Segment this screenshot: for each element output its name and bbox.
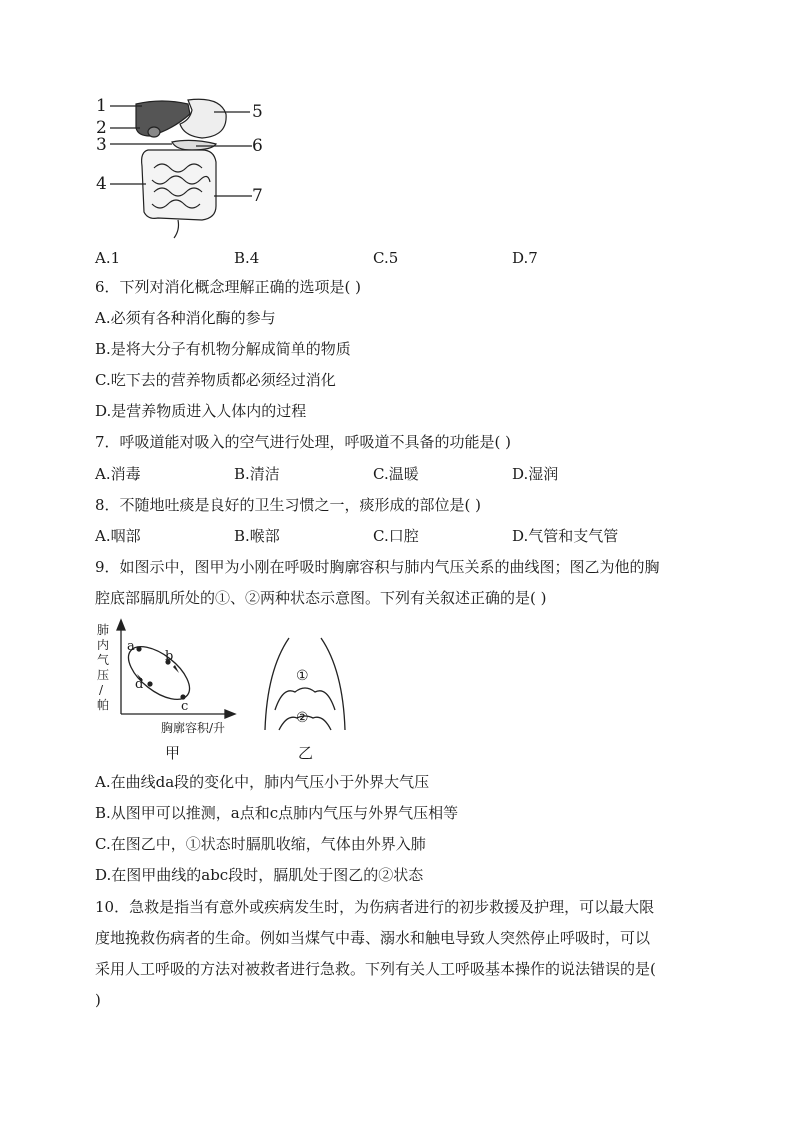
ylabel-char-6: 帕 [97, 698, 110, 712]
figure-yi-diaphragm [255, 630, 355, 765]
q6-stem: 6．下列对消化概念理解正确的选项是( ) [95, 278, 362, 296]
ylabel-char-4: 压 [97, 668, 110, 682]
label-1: 1 [96, 96, 107, 116]
q10-line2: 度地挽救伤病者的生命。例如当煤气中毒、溺水和触电导致人突然停止呼吸时，可以 [95, 929, 651, 947]
q6-option-b: B.是将大分子有机物分解成简单的物质 [95, 340, 351, 358]
q7-option-b: B.清洁 [234, 465, 280, 483]
ylabel-char-1: 肺 [97, 623, 110, 637]
ylabel-char-2: 内 [97, 638, 110, 652]
q7-option-c: C.温暖 [373, 465, 419, 483]
point-a [136, 646, 141, 651]
figure-jia-caption: 甲 [165, 744, 181, 762]
chest-wall-right [321, 638, 345, 730]
label-7: 7 [252, 186, 263, 206]
large-intestine-shape [142, 150, 216, 220]
q9-stem-line1: 9．如图示中，图甲为小刚在呼吸时胸廓容积与肺内气压关系的曲线图；图乙为他的胸 [95, 558, 660, 576]
y-axis-arrow [117, 620, 125, 630]
q10-line4: ) [95, 991, 101, 1009]
ylabel-char-3: 气 [97, 653, 110, 667]
q8-stem: 8．不随地吐痰是良好的卫生习惯之一，痰形成的部位是( ) [95, 496, 482, 514]
q7-option-a: A.消毒 [95, 465, 141, 483]
q5-option-d: D.7 [512, 249, 538, 267]
q9-option-c: C.在图乙中，①状态时膈肌收缩，气体由外界入肺 [95, 835, 426, 853]
q8-option-c: C.口腔 [373, 527, 419, 545]
point-label-c: c [181, 699, 189, 714]
q5-option-c: C.5 [373, 249, 399, 267]
q7-stem: 7．呼吸道能对吸入的空气进行处理，呼吸道不具备的功能是( ) [95, 433, 512, 451]
q6-option-c: C.吃下去的营养物质都必须经过消化 [95, 371, 336, 389]
rectum-shape [174, 220, 179, 238]
diaphragm-state-1 [275, 688, 335, 710]
q9-stem-line2: 腔底部膈肌所处的①、②两种状态示意图。下列有关叙述正确的是( ) [95, 589, 547, 607]
gallbladder-shape [148, 127, 160, 137]
point-label-a: a [127, 639, 135, 654]
q8-option-b: B.喉部 [234, 527, 280, 545]
figure-jia-pressure-volume [95, 618, 245, 763]
q6-option-d: D.是营养物质进入人体内的过程 [95, 402, 307, 420]
q9-option-b: B.从图甲可以推测，a点和c点肺内气压与外界气压相等 [95, 804, 459, 822]
q8-option-d: D.气管和支气管 [512, 527, 619, 545]
point-label-d: d [135, 677, 144, 692]
label-5: 5 [252, 102, 263, 122]
q5-option-a: A.1 [95, 249, 121, 267]
q7-option-d: D.湿润 [512, 465, 559, 483]
state-1-label: ① [296, 668, 309, 684]
q9-option-d: D.在图甲曲线的abc段时，膈肌处于图乙的②状态 [95, 866, 424, 884]
digestive-system-figure [92, 92, 272, 242]
q6-option-a: A.必须有各种消化酶的参与 [95, 309, 276, 327]
label-4: 4 [96, 174, 107, 194]
q8-option-a: A.咽部 [95, 527, 141, 545]
point-label-b: b [165, 649, 174, 664]
state-2-label: ② [296, 710, 309, 726]
label-2: 2 [96, 118, 107, 138]
label-6: 6 [252, 136, 263, 156]
pancreas-shape [172, 140, 216, 150]
ylabel-char-5: / [99, 683, 104, 697]
point-d [147, 681, 152, 686]
q10-line1: 10．急救是指当有意外或疾病发生时，为伤病者进行的初步救援及护理，可以最大限 [95, 898, 655, 916]
q10-line3: 采用人工呼吸的方法对被救者进行急救。下列有关人工呼吸基本操作的说法错误的是( [95, 960, 656, 978]
q9-option-a: A.在曲线da段的变化中，肺内气压小于外界大气压 [95, 773, 430, 791]
chest-wall-left [265, 638, 289, 730]
x-axis-label: 胸廓容积/升 [161, 721, 226, 735]
q5-option-b: B.4 [234, 249, 260, 267]
label-3: 3 [96, 135, 107, 155]
liver-shape [136, 101, 190, 136]
x-axis-arrow [225, 710, 235, 718]
figure-yi-caption: 乙 [298, 744, 314, 762]
